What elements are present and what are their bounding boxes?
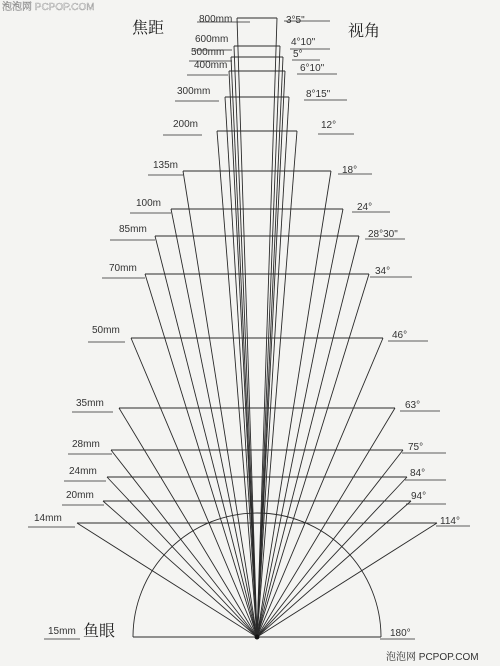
watermark-top: 泡泡网 PCPOP.COM [2,2,95,13]
view-angle-label: 75° [408,442,424,453]
focal-length-title: 焦距 [132,18,165,37]
view-ray-right [257,274,369,637]
view-angle-label: 94° [411,491,427,502]
focal-length-label: 400mm [194,60,228,71]
view-angle-label: 6°10" [300,63,325,74]
focal-length-label: 100m [136,198,162,209]
view-ray-left [234,46,257,637]
view-ray-left [229,71,257,637]
focal-length-label: 800mm [199,14,233,25]
focal-length-label: 70mm [109,263,137,274]
view-ray-left [131,338,257,637]
view-ray-left [111,450,257,637]
focal-length-label: 85mm [119,224,147,235]
view-angle-label: 114° [440,516,460,527]
view-ray-left [237,18,257,637]
view-angle-label: 4°10" [291,37,316,48]
focal-length-label: 500mm [191,47,225,58]
view-ray-right [257,408,395,637]
view-ray-right [257,18,277,637]
fisheye-focal-label: 15mm [48,626,76,637]
focal-length-label: 24mm [69,466,97,477]
view-angle-label: 18° [342,165,358,176]
focal-length-label: 200m [173,119,199,130]
focal-length-label: 600mm [195,34,229,45]
focal-length-label: 14mm [34,513,62,524]
fisheye-semicircle [133,513,381,637]
focal-length-label: 35mm [76,398,104,409]
view-angle-label: 12° [321,120,337,131]
focal-length-label: 300mm [177,86,211,97]
view-ray-left [77,523,257,637]
view-angle-label: 3°5" [286,15,305,26]
view-ray-left [119,408,257,637]
view-angle-label: 5° [293,49,303,60]
view-angle-label: 28°30" [368,229,398,240]
view-angle-label: 63° [405,400,421,411]
fisheye-angle-label: 180° [390,628,411,639]
focal-length-label: 135m [153,160,179,171]
view-ray-right [257,46,280,637]
view-ray-left [145,274,257,637]
view-ray-right [257,131,297,637]
focal-length-label: 28mm [72,439,100,450]
view-angle-label: 24° [357,202,373,213]
view-angle-label: 84° [410,468,426,479]
apex-point [255,635,260,640]
view-angle-label: 8°15" [306,89,331,100]
fisheye-name-label: 鱼眼 [83,621,116,640]
focal-length-label: 20mm [66,490,94,501]
view-angle-label: 34° [375,266,391,277]
watermark-bottom: 泡泡网 PCPOP.COM [386,652,479,663]
view-ray-right [257,450,403,637]
view-ray-right [257,71,285,637]
view-angle-title: 视角 [348,21,381,40]
focal-length-label: 50mm [92,325,120,336]
view-ray-right [257,338,383,637]
view-ray-left [217,131,257,637]
view-ray-right [257,523,437,637]
view-angle-label: 46° [392,330,408,341]
